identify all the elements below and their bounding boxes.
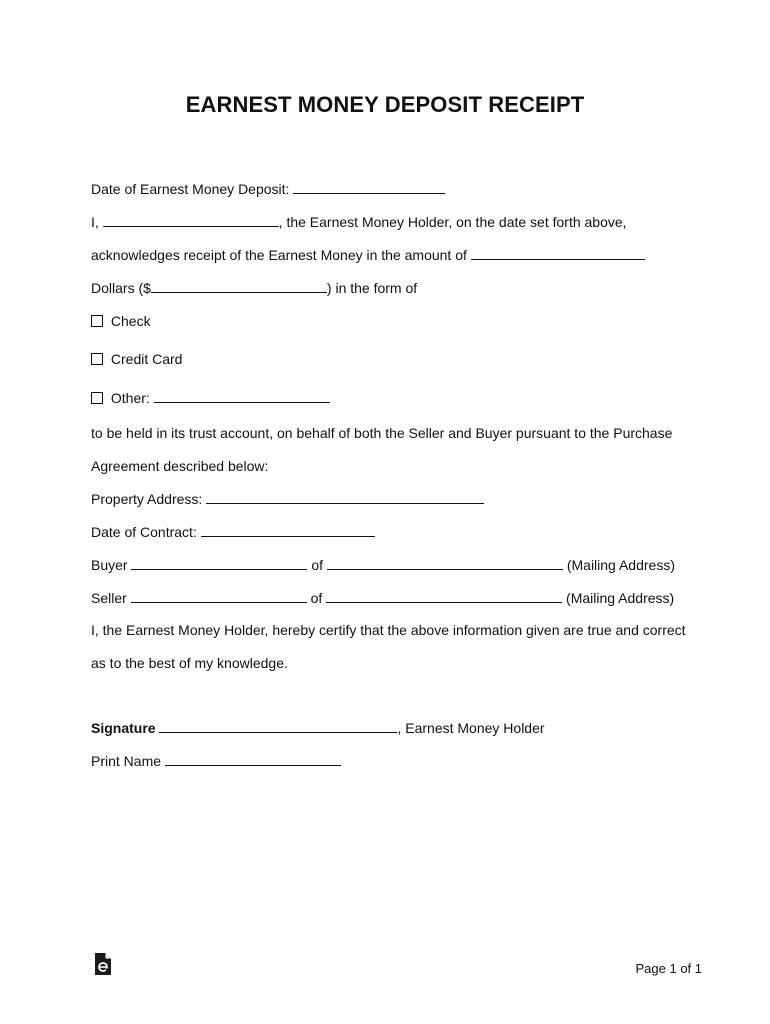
- amount-label: acknowledges receipt of the Earnest Money in the amount of: [91, 247, 467, 263]
- seller-address-field[interactable]: [326, 588, 562, 603]
- agreement-text: Agreement described below:: [91, 458, 269, 474]
- buyer-row: [91, 555, 675, 574]
- certify-text-2: as to the best of my knowledge.: [91, 655, 288, 671]
- contract-date-field[interactable]: [201, 522, 375, 537]
- other-field[interactable]: [154, 388, 330, 403]
- signature-label: Signature: [91, 720, 156, 736]
- property-address-label: Property Address:: [91, 491, 203, 507]
- other-label: Other:: [110, 390, 150, 406]
- print-name-label: Print Name: [91, 753, 162, 769]
- check-checkbox[interactable]: [91, 315, 103, 327]
- seller-of: of: [310, 590, 323, 606]
- other-checkbox[interactable]: [91, 392, 103, 404]
- deposit-date-row: [91, 179, 445, 198]
- dollars-row: [91, 278, 417, 297]
- buyer-address-field[interactable]: [327, 555, 563, 570]
- dollars-amount-field[interactable]: [151, 278, 327, 293]
- other-option[interactable]: [91, 388, 330, 407]
- check-label: Check: [110, 313, 151, 329]
- credit-card-checkbox[interactable]: [91, 353, 103, 365]
- property-address-row: [91, 489, 484, 508]
- dollars-prefix: Dollars ($: [91, 280, 151, 296]
- holder-suffix: , the Earnest Money Holder, on the date set forth above,: [278, 214, 627, 230]
- holder-prefix: I,: [91, 214, 99, 230]
- amount-words-field[interactable]: [471, 245, 645, 260]
- signature-field[interactable]: [159, 718, 397, 733]
- seller-row: [91, 588, 674, 607]
- trust-text: to be held in its trust account, on behalf of both the Seller and Buyer pursuant to the Purchase: [91, 425, 673, 441]
- dollars-suffix: ) in the form of: [326, 280, 418, 296]
- signature-suffix: , Earnest Money Holder: [397, 720, 545, 736]
- document-title: EARNEST MONEY DEPOSIT RECEIPT: [185, 92, 585, 117]
- holder-name-field[interactable]: [103, 212, 279, 227]
- amount-row: [91, 245, 645, 264]
- contract-date-label: Date of Contract:: [91, 524, 197, 540]
- deposit-date-label: Date of Earnest Money Deposit:: [91, 181, 290, 197]
- check-option[interactable]: [91, 312, 151, 330]
- seller-label: Seller: [91, 590, 127, 606]
- buyer-of: of: [311, 557, 324, 573]
- credit-card-label: Credit Card: [110, 351, 183, 367]
- buyer-mailing-label: (Mailing Address): [566, 557, 675, 573]
- seller-name-field[interactable]: [131, 588, 307, 603]
- page-number: Page 1 of 1: [635, 961, 702, 976]
- eforms-logo-icon: [94, 952, 112, 976]
- certify-text-1: I, the Earnest Money Holder, hereby certify that the above information given are true and correct: [91, 622, 686, 638]
- signature-row: [91, 718, 545, 737]
- holder-row: [91, 212, 627, 231]
- property-address-field[interactable]: [206, 489, 484, 504]
- deposit-date-field[interactable]: [293, 179, 445, 194]
- seller-mailing-label: (Mailing Address): [566, 590, 675, 606]
- credit-card-option[interactable]: [91, 350, 182, 368]
- print-name-field[interactable]: [165, 751, 341, 766]
- buyer-label: Buyer: [91, 557, 128, 573]
- contract-date-row: [91, 522, 375, 541]
- buyer-name-field[interactable]: [131, 555, 307, 570]
- print-name-row: [91, 751, 341, 770]
